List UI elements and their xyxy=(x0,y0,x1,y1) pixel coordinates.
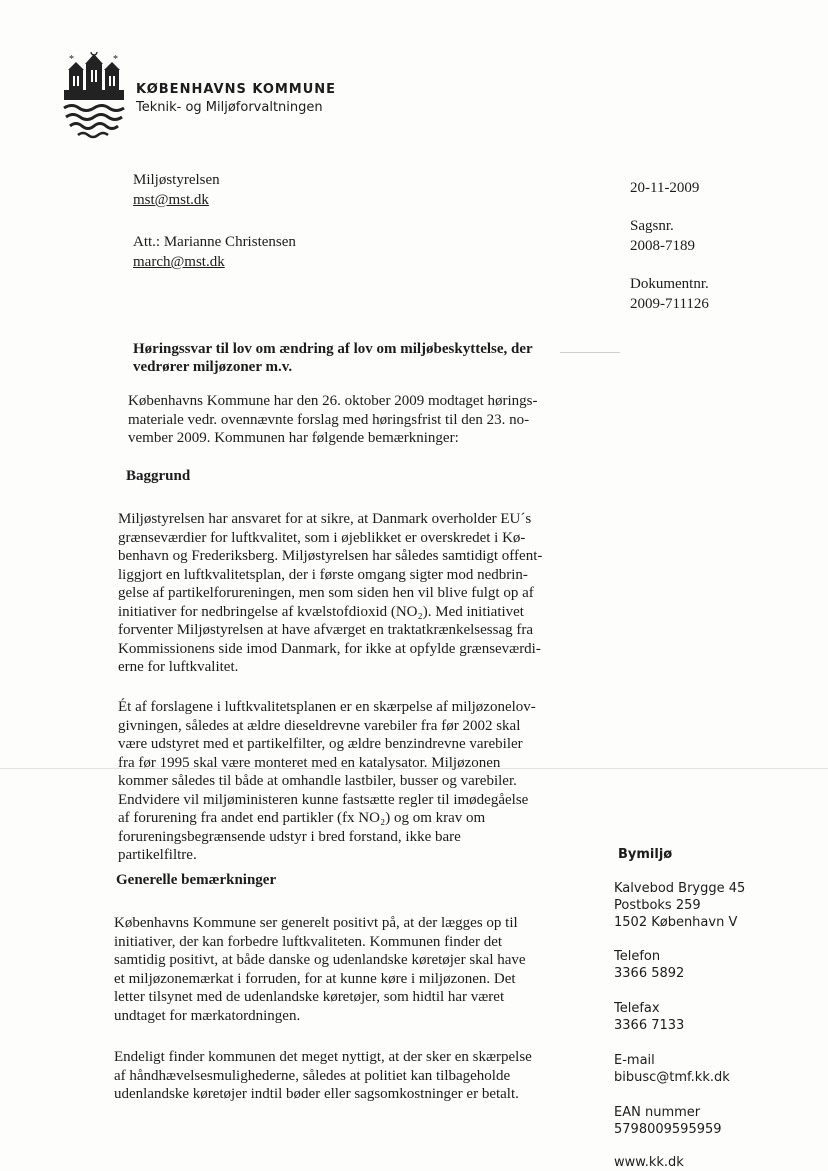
closing-paragraph xyxy=(114,1048,576,1104)
text-line: liggjort en luftkvalitetsplan, der i første omgang sigter mod nedbrin- xyxy=(118,566,528,583)
recipient-name: Miljøstyrelsen xyxy=(133,172,220,188)
text-line: initiativer for nedbringelse af kvælstofdioxid (NO₂). Med initiativet xyxy=(118,603,524,620)
email-link[interactable]: bibusc@tmf.kk.dk xyxy=(614,1070,730,1085)
address-line: Kalvebod Brygge 45 xyxy=(614,881,746,896)
address-line: Postboks 259 xyxy=(614,898,701,913)
title-line: vedrører miljøzoner m.v. xyxy=(133,359,293,375)
scan-artifact xyxy=(560,352,620,353)
text-line: gelse af partikelforureningen, men som siden hen vil blive fulgt op af xyxy=(118,585,534,601)
recipient-attention: Att.: Marianne Christensen xyxy=(133,234,296,250)
heading-background: Baggrund xyxy=(126,468,191,484)
text-line: undtaget for mærkatordningen. xyxy=(114,1007,301,1024)
text-line: letter tilsynet med de udenlandske køretøjer, som hidtil har været xyxy=(114,989,505,1005)
contact-fax xyxy=(614,1000,684,1034)
fax-number: 3366 7133 xyxy=(614,1018,685,1033)
title-line: Høringssvar til lov om ændring af lov om miljøbeskyttelse, der xyxy=(133,341,533,357)
phone-number: 3366 5892 xyxy=(614,966,685,981)
ean-label: EAN nummer xyxy=(614,1105,701,1120)
text-line: udenlandske køretøjer indtil bøder eller sagsomkostninger er betalt. xyxy=(114,1086,519,1102)
text-line: vember 2009. Kommunen har følgende bemærkninger: xyxy=(128,430,459,446)
text-line: være udstyret med et partikelfilter, og ældre benzindrevne varebiler xyxy=(118,736,523,752)
background-paragraph xyxy=(118,510,578,677)
letter-date: 20-11-2009 xyxy=(630,180,700,196)
fold-line xyxy=(0,768,828,769)
text-line: af forurening fra andet end partikler (fx NO₂) og om krav om xyxy=(118,810,486,826)
fax-label: Telefax xyxy=(614,1001,660,1016)
website-link[interactable]: www.kk.dk xyxy=(614,1155,684,1170)
document-number: 2009-711126 xyxy=(630,296,709,312)
text-line: Endeligt finder kommunen det meget nyttigt, at der sker en skærpelse xyxy=(114,1049,532,1065)
svg-text:*: * xyxy=(69,54,74,65)
text-line: Københavns Kommune ser generelt positivt på, at der lægges op til xyxy=(114,915,518,931)
general-remarks-paragraph xyxy=(114,914,576,1025)
text-line: et miljøzonemærkat i forruden, for at kunne køre i miljøzonen. Det xyxy=(114,970,516,987)
proposals-paragraph xyxy=(118,698,578,865)
department-name: Teknik- og Miljøforvaltningen xyxy=(136,100,323,115)
letter-title xyxy=(133,340,573,376)
heading-general-remarks: Generelle bemærkninger xyxy=(116,872,277,888)
text-line: Miljøstyrelsen har ansvaret for at sikre, at Danmark overholder EU´s xyxy=(118,511,532,527)
contact-phone xyxy=(614,948,684,982)
text-line: Kommissionens side imod Danmark, for ikke at opfylde grænseværdi- xyxy=(118,640,541,657)
text-line: Endvidere vil miljøministeren kunne fastsætte regler til imødegåelse xyxy=(118,791,529,808)
text-line: samtidig positivt, at både danske og udenlandske køretøjer skal have xyxy=(114,952,526,968)
text-line: benhavn og Frederiksberg. Miljøstyrelsen har således samtidigt offent- xyxy=(118,548,543,564)
text-line: Ét af forslagene i luftkvalitetsplanen er en skærpelse af miljøzonelov- xyxy=(118,699,536,715)
text-line: givningen, således at ældre dieseldrevne varebiler fra før 2002 skal xyxy=(118,717,521,734)
contact-ean xyxy=(614,1104,722,1138)
text-line: materiale vedr. ovennævnte forslag med høringsfrist til den 23. no- xyxy=(128,411,530,428)
text-line: kommer således til både at omhandle lastbiler, busser og varebiler. xyxy=(118,773,517,789)
text-line: af håndhævelsesmulighederne, således at politiet kan tilbageholde xyxy=(114,1067,511,1084)
text-line: fra før 1995 skal være monteret med en katalysator. Miljøzonen xyxy=(118,754,501,771)
text-line: grænseværdier for luftkvalitet, som i øjeblikket er overskredet i Kø- xyxy=(118,529,526,546)
svg-text:*: * xyxy=(113,54,118,65)
text-line: forureningsbegrænsende udstyr i bred forstand, ikke bare xyxy=(118,828,461,845)
text-line: partikelfiltre. xyxy=(118,847,197,863)
contact-email xyxy=(614,1052,730,1086)
text-line: initiativer, der kan forbedre luftkvaliteten. Kommunen finder det xyxy=(114,933,503,950)
text-line: forventer Miljøstyrelsen at have afværget en traktatkrænkelsessag fra xyxy=(118,622,533,638)
attention-email-link[interactable]: march@mst.dk xyxy=(133,254,225,270)
phone-label: Telefon xyxy=(614,949,661,964)
email-label: E-mail xyxy=(614,1053,655,1068)
text-line: erne for luftkvalitet. xyxy=(118,659,239,675)
recipient-email-link[interactable]: mst@mst.dk xyxy=(133,192,209,208)
address-line: 1502 København V xyxy=(614,915,738,930)
text-line: Københavns Kommune har den 26. oktober 2009 modtaget hørings- xyxy=(128,393,538,409)
unit-name: Bymiljø xyxy=(618,847,673,862)
ean-number: 5798009595959 xyxy=(614,1122,722,1137)
organisation-name: KØBENHAVNS KOMMUNE xyxy=(136,82,337,97)
copenhagen-coat-of-arms-logo xyxy=(58,48,130,140)
intro-paragraph xyxy=(128,392,578,448)
contact-address xyxy=(614,880,745,931)
document-number-label: Dokumentnr. xyxy=(630,276,709,292)
case-number: 2008-7189 xyxy=(630,238,695,254)
case-number-label: Sagsnr. xyxy=(630,218,674,234)
